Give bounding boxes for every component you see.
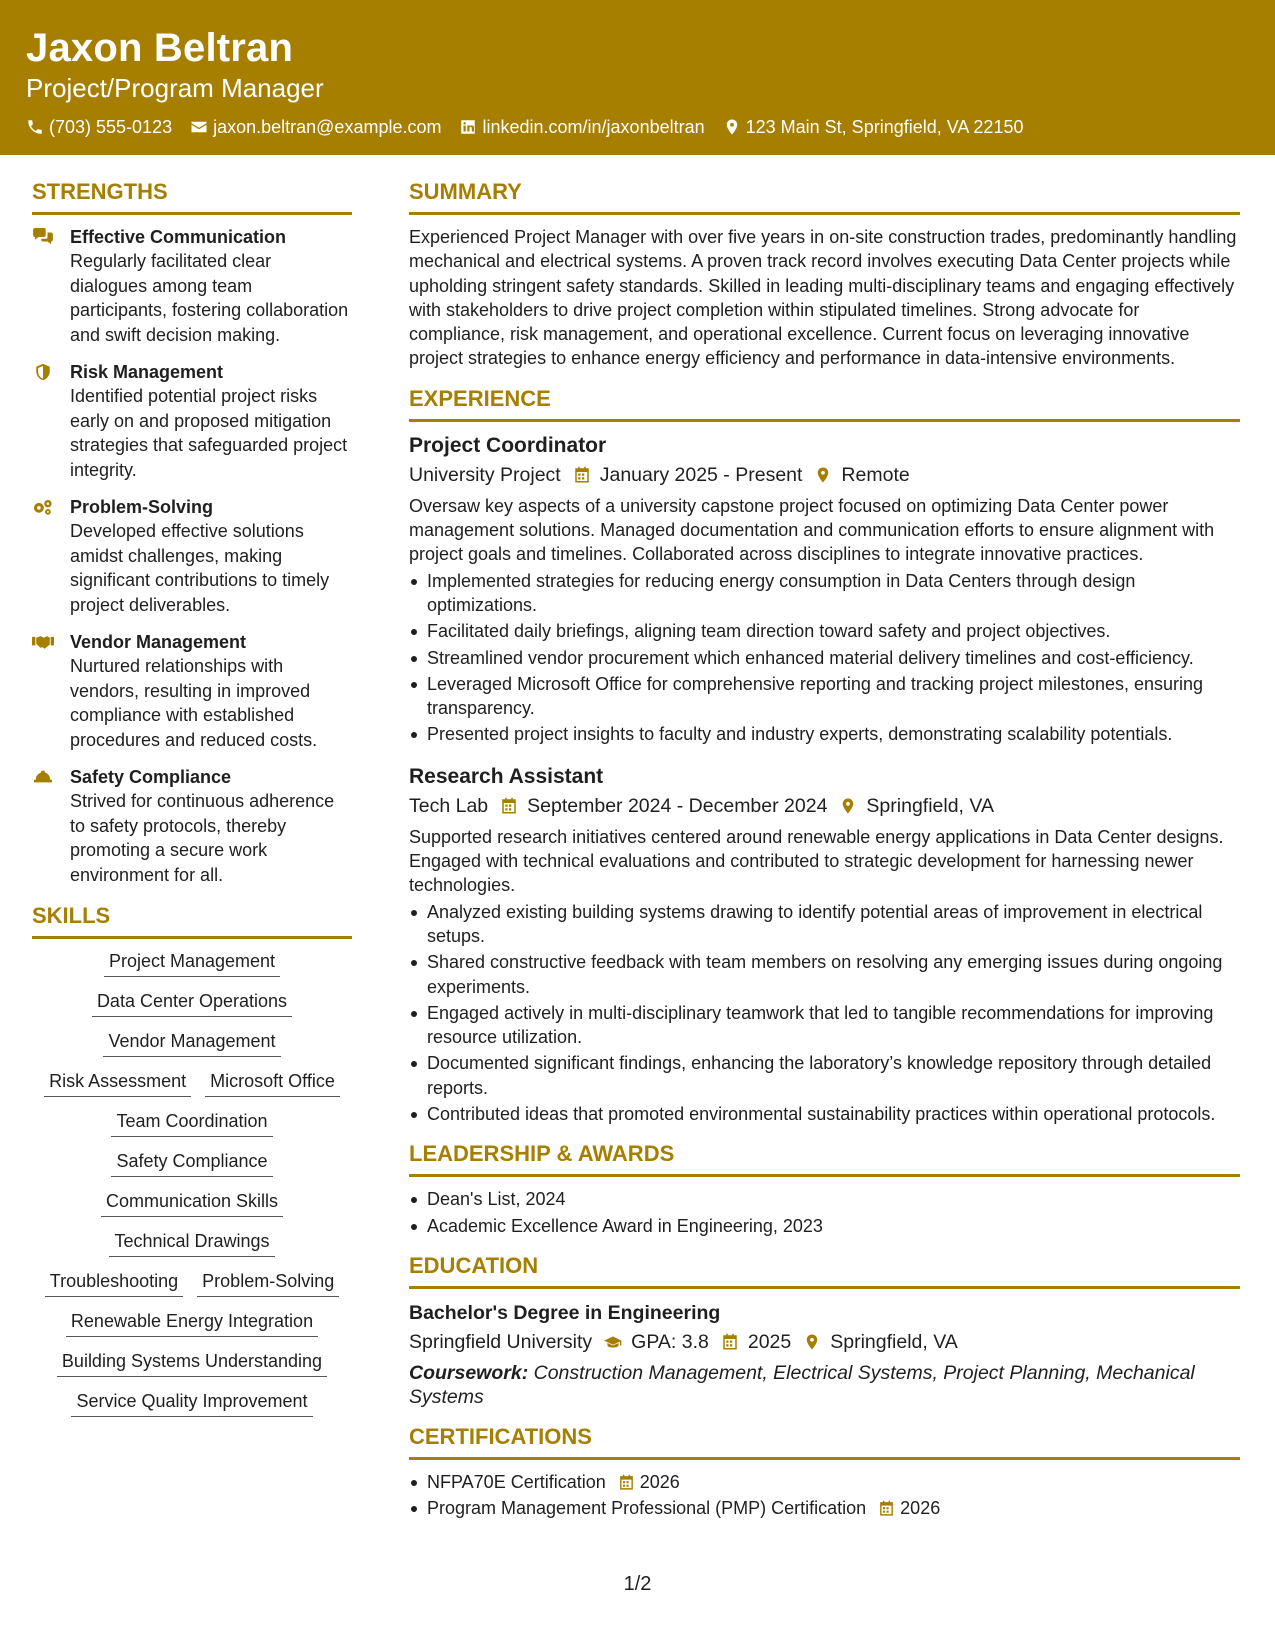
strength-desc: Strived for continuous adherence to safety protocols, thereby promoting a secure work environment for all.: [70, 791, 335, 885]
strength-item: [32, 225, 352, 347]
skill-tag: Building Systems Understanding: [57, 1349, 327, 1377]
strength-item: [32, 765, 352, 887]
skill-tag: Team Coordination: [111, 1109, 272, 1137]
list-item: [409, 1496, 1240, 1520]
strength-desc: Nurtured relationships with vendors, resulting in improved compliance with established procedures and reduced costs.: [70, 656, 318, 750]
gpa: GPA: 3.8: [631, 1330, 709, 1353]
contact-address: [723, 116, 1024, 138]
list-item: Facilitated daily briefings, aligning team direction toward safety and project objectives.: [409, 619, 1240, 643]
job-org: University Project: [409, 463, 561, 486]
envelope-icon: [190, 118, 208, 136]
job-meta: [409, 460, 1240, 490]
phone-icon: [26, 118, 44, 136]
graduation-year: 2025: [747, 1330, 792, 1353]
strength-item: [32, 630, 352, 752]
list-item: Academic Excellence Award in Engineering, 2023: [409, 1214, 1240, 1238]
strength-title: Problem-Solving: [70, 497, 214, 517]
gears-icon: [32, 498, 54, 516]
left-column: [32, 178, 352, 1429]
strength-title: Vendor Management: [70, 632, 247, 652]
strength-item: [32, 360, 352, 482]
certifications-heading: CERTIFICATIONS: [409, 1423, 1240, 1460]
experience-heading: EXPERIENCE: [409, 385, 1240, 422]
job-bullets: [409, 569, 1240, 747]
strength-item: [32, 495, 352, 617]
list-item: Leveraged Microsoft Office for comprehensive reporting and tracking project milestones, ensuring transparency.: [409, 672, 1240, 721]
strength-desc: Developed effective solutions amidst challenges, making significant contributions to timely project deliverables.: [70, 521, 330, 615]
job-entry: [409, 432, 1240, 747]
skill-tag: Technical Drawings: [109, 1229, 274, 1257]
coursework-label: Coursework:: [409, 1361, 529, 1384]
job-dates: January 2025 - Present: [599, 463, 803, 486]
contact-linkedin[interactable]: [459, 116, 704, 138]
skill-tag: Microsoft Office: [205, 1069, 340, 1097]
candidate-name: Jaxon Beltran: [26, 26, 294, 70]
education-meta: [409, 1327, 1240, 1357]
calendar-icon: [573, 466, 591, 484]
address-text: 123 Main St, Springfield, VA 22150: [745, 117, 1024, 137]
list-item: [409, 1470, 1240, 1494]
job-location: Springfield, VA: [866, 794, 994, 817]
skill-tag: Problem-Solving: [197, 1269, 339, 1297]
hardhat-icon: [32, 768, 54, 786]
comments-icon: [32, 228, 54, 246]
linkedin-icon: [459, 118, 477, 136]
phone-text: (703) 555-0123: [49, 117, 173, 137]
job-dates: September 2024 - December 2024: [527, 794, 828, 817]
resume-header: [0, 0, 1275, 155]
contact-bar: [26, 116, 1249, 138]
list-item: Streamlined vendor procurement which enhanced material delivery timelines and cost-efficiency.: [409, 646, 1240, 670]
contact-email[interactable]: [190, 116, 441, 138]
certifications-list: [409, 1470, 1240, 1521]
cert-year: 2026: [900, 1498, 941, 1519]
list-item: Contributed ideas that promoted environmental sustainability practices within operational protocols.: [409, 1102, 1240, 1126]
coursework: [409, 1361, 1240, 1409]
contact-phone[interactable]: [26, 116, 172, 138]
strength-desc: Regularly facilitated clear dialogues among team participants, fostering collaboration and swift decision making.: [70, 251, 349, 345]
shield-icon: [32, 363, 54, 381]
job-title: Project Coordinator: [409, 433, 607, 457]
education-heading: EDUCATION: [409, 1252, 1240, 1289]
skills-heading: SKILLS: [32, 902, 352, 939]
school-location: Springfield, VA: [830, 1330, 958, 1353]
awards-heading: LEADERSHIP & AWARDS: [409, 1140, 1240, 1177]
map-marker-icon: [723, 118, 741, 136]
linkedin-text: linkedin.com/in/jaxonbeltran: [482, 117, 705, 137]
skill-tag: Risk Assessment: [44, 1069, 191, 1097]
skills-list: [32, 949, 352, 1429]
school-name: Springfield University: [409, 1330, 593, 1353]
coursework-text: Construction Management, Electrical Systems, Project Planning, Mechanical Systems: [409, 1361, 1195, 1408]
map-marker-icon: [803, 1333, 821, 1351]
handshake-icon: [32, 633, 54, 651]
summary-text: Experienced Project Manager with over five years in on-site construction trades, predominantly handling mechanical and electrical systems. A proven track record involves executing Data Center projects while upholding stringent safety standards. Skilled in leading multi-disciplinary teams and engaging effectively with stakeholders to drive project completion within stipulated timelines. Strong advocate for compliance, risk management, and operational excellence. Current focus on leveraging innovative project strategies to enhance energy efficiency and performance in data-intensive environments.: [409, 227, 1237, 369]
skill-tag: Troubleshooting: [45, 1269, 183, 1297]
candidate-role: Project/Program Manager: [26, 73, 324, 103]
cert-year: 2026: [639, 1471, 680, 1492]
right-column: [409, 178, 1240, 1523]
calendar-icon: [878, 1500, 895, 1517]
job-entry: [409, 763, 1240, 1127]
map-marker-icon: [839, 797, 857, 815]
job-org: Tech Lab: [409, 794, 489, 817]
degree-title: Bachelor's Degree in Engineering: [409, 1301, 721, 1324]
skill-tag: Project Management: [104, 949, 280, 977]
cert-name: Program Management Professional (PMP) Certification: [427, 1498, 867, 1519]
cert-name: NFPA70E Certification: [427, 1471, 606, 1492]
calendar-icon: [721, 1333, 739, 1351]
job-bullets: [409, 900, 1240, 1127]
list-item: Engaged actively in multi-disciplinary teamwork that led to tangible recommendations for improving resource utilization.: [409, 1001, 1240, 1050]
job-title: Research Assistant: [409, 764, 604, 788]
list-item: Implemented strategies for reducing energy consumption in Data Centers through design optimizations.: [409, 569, 1240, 618]
skill-tag: Data Center Operations: [92, 989, 292, 1017]
skill-tag: Renewable Energy Integration: [66, 1309, 318, 1337]
skill-tag: Vendor Management: [103, 1029, 280, 1057]
summary-heading: SUMMARY: [409, 178, 1240, 215]
strength-title: Safety Compliance: [70, 767, 232, 787]
awards-list: [409, 1187, 1240, 1238]
skill-tag: Communication Skills: [101, 1189, 283, 1217]
job-desc: Oversaw key aspects of a university capstone project focused on optimizing Data Center power management solutions. Managed documentation and communication efforts to ensure alignment with project goals and timelines. Collaborated across disciplines to integrate innovative practices.: [409, 495, 1215, 565]
map-marker-icon: [814, 466, 832, 484]
skill-tag: Safety Compliance: [111, 1149, 272, 1177]
page-number: 1/2: [623, 1573, 652, 1595]
job-location: Remote: [841, 463, 910, 486]
list-item: Shared constructive feedback with team members on resolving any emerging issues during ongoing experiments.: [409, 950, 1240, 999]
strength-title: Effective Communication: [70, 227, 287, 247]
strength-desc: Identified potential project risks early on and proposed mitigation strategies that safeguarded project integrity.: [70, 386, 348, 480]
job-meta: [409, 791, 1240, 821]
job-desc: Supported research initiatives centered around renewable energy applications in Data Center designs. Engaged with technical evaluations and contributed to strategic development for harnessing newer technologies.: [409, 826, 1224, 896]
list-item: Analyzed existing building systems drawing to identify potential areas of improvement in electrical setups.: [409, 900, 1240, 949]
skill-tag: Service Quality Improvement: [71, 1389, 312, 1417]
calendar-icon: [618, 1474, 635, 1491]
graduation-cap-icon: [604, 1333, 622, 1351]
email-text: jaxon.beltran@example.com: [213, 117, 442, 137]
list-item: Dean's List, 2024: [409, 1187, 1240, 1211]
strengths-heading: STRENGTHS: [32, 178, 352, 215]
list-item: Presented project insights to faculty and industry experts, demonstrating scalability potentials.: [409, 722, 1240, 746]
list-item: Documented significant findings, enhancing the laboratory’s knowledge repository through detailed reports.: [409, 1051, 1240, 1100]
strength-title: Risk Management: [70, 362, 224, 382]
calendar-icon: [500, 797, 518, 815]
